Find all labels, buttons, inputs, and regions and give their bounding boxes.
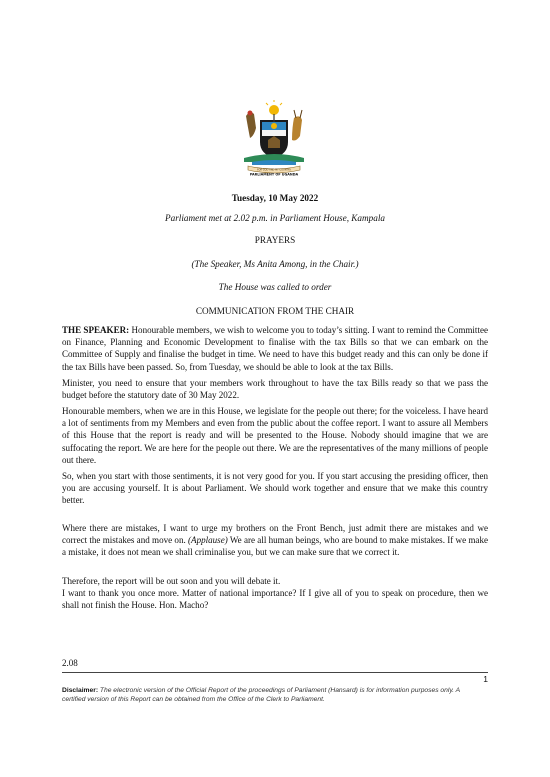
paragraph-2 <box>62 377 488 401</box>
meeting-details: Parliament met at 2.02 p.m. in Parliament House, Kampala <box>165 213 385 223</box>
disclaimer-label: Disclaimer: <box>62 687 99 694</box>
paragraph-4 <box>62 470 488 507</box>
section-heading: COMMUNICATION FROM THE CHAIR <box>195 306 355 316</box>
paragraph-4-text: So, when you start with those sentiments, it is not very good for you. If you start accusing the presiding officer, then you are accusing yourself. It is about Parliament. We should work together and ensure that we make this country better. <box>62 471 488 506</box>
time-stamp: 2.08 <box>62 658 78 668</box>
paragraph-1 <box>62 324 488 373</box>
page-number: 1 <box>483 674 488 684</box>
paragraph-5-text-b: We are all human beings, who are bound to make mistakes. If we make a mistake, it does not mean we shall criminalise you, but we can make sure that we correct it. <box>62 535 488 558</box>
disclaimer-text: The electronic version of the Official Report of the proceedings of Parliament (Hansard) is for information purposes only. A certified version of this Report can be obtained from the Office of the Clerk to Parliament. <box>62 687 460 704</box>
paragraph-6-text-a: Therefore, the report will be out soon and you will debate it. <box>62 576 281 586</box>
disclaimer <box>62 686 482 705</box>
paragraph-3 <box>62 405 488 466</box>
paragraph-3-text: Honourable members, when we are in this House, we legislate for the people out there; for the voiceless. I have heard a lot of sentiments from my Members and even from the public about the coffee report. I want to assure all Members of this House that the report is ready and will be presented to the House. Nobody should imagine that we are suffocating the report. We are here for the people out there. We are the representatives of the many millions of people out there. <box>62 406 488 465</box>
crest-motto: FOR GOD AND MY COUNTRY <box>257 168 291 172</box>
speaker-label: THE SPEAKER: <box>62 325 130 335</box>
prayers-heading: PRAYERS <box>254 235 296 245</box>
paragraph-2-text: Minister, you need to ensure that your members work throughout to have the tax Bills ready so that we pass the budget before the statutory date of 30 May 2022. <box>62 378 488 401</box>
footer-divider <box>62 672 488 673</box>
paragraph-5 <box>62 522 488 559</box>
paragraph-5-text-a: Where there are mistakes, I want to urge my brothers on the Front Bench, just admit there are mistakes and we correct the mistakes and move on. <box>62 523 488 546</box>
paragraph-6-text-b: I want to thank you once more. Matter of national importance? If I give all of you to speak on procedure, then we shall not finish the House. Hon. Macho? <box>62 588 488 611</box>
paragraph-1-text: Honourable members, we wish to welcome you to today’s sitting. I want to remind the Committee on Finance, Planning and Economic Development to finalise with the tax Bills so that we can embark on the Committee of Supply and finalise the budget in time. We need to have this budget ready and this can only be done if the tax Bills have been passed. So, from Tuesday, we should be able to look at the tax Bills. <box>62 325 488 372</box>
sitting-date: Tuesday, 10 May 2022 <box>231 193 319 203</box>
paragraph-6 <box>62 575 488 612</box>
parliament-of-uganda-crest <box>238 100 310 176</box>
applause-note: (Applause) <box>188 535 228 546</box>
crest-caption: PARLIAMENT OF UGANDA <box>249 172 299 176</box>
chair-note: (The Speaker, Ms Anita Among, in the Chair.) <box>191 259 359 269</box>
called-to-order: The House was called to order <box>218 282 332 292</box>
